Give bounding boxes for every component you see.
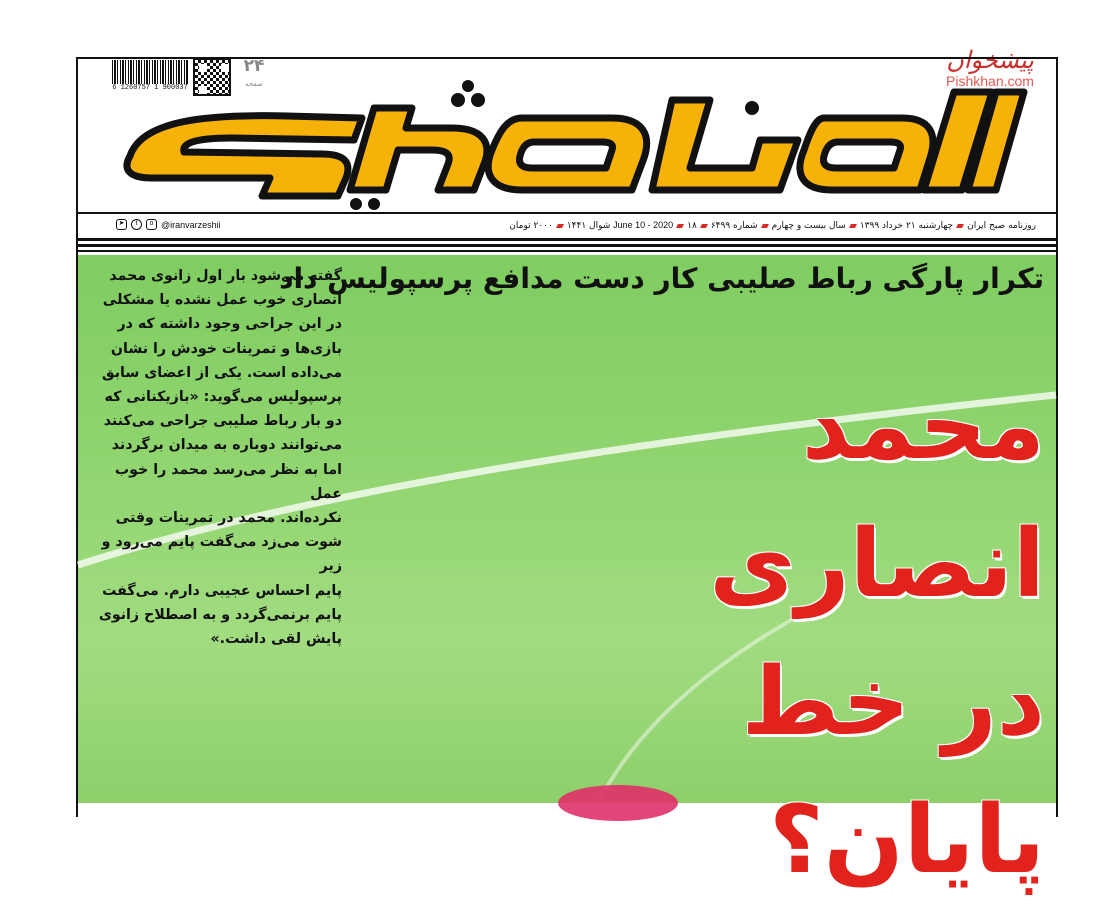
- body-line: دو بار رباط صلیبی جراحی می‌کنند: [103, 413, 342, 430]
- newspaper-logo: [112, 78, 1027, 208]
- meta-separator: [676, 224, 684, 228]
- story-headline: [485, 358, 1045, 910]
- story-body: [86, 264, 342, 651]
- body-line: پرسپولیس می‌گوید: «بازیکنانی که: [104, 389, 342, 406]
- body-line: می‌توانند دوباره به میدان برگردند: [111, 437, 342, 454]
- barcode-number: 6 1260757 1 900037: [112, 84, 188, 92]
- infobar-rule-bottom-2: [78, 244, 1056, 247]
- headline-line-1: محمد انصاری: [709, 372, 1045, 619]
- watermark-en-text: Pishkhan.com: [946, 73, 1034, 89]
- infobar-rule-bottom-1: [78, 238, 1056, 241]
- body-line: پایم احساس عجیبی دارم. می‌گفت: [102, 582, 342, 599]
- story-kicker: تکرار پارگی رباط صلیبی کار دست مدافع پرسپولیس داد: [279, 262, 1044, 295]
- body-line: نکرده‌اند. محمد در تمرینات وقتی: [115, 510, 342, 527]
- meta-item: ۱۸ شوال ۱۴۴۱: [566, 221, 697, 231]
- body-line: شوت می‌زد می‌گفت پایم می‌رود و زیر: [101, 534, 342, 575]
- masthead-rule-top: [78, 212, 1056, 214]
- headline-line-2: در خط پایان؟: [741, 648, 1045, 895]
- issue-meta: [509, 220, 1036, 231]
- body-line: پایش لقی داشت.»: [210, 631, 342, 648]
- meta-separator: [700, 224, 708, 228]
- meta-separator: [956, 224, 964, 228]
- issue-info-bar: [78, 216, 1056, 236]
- body-line: می‌داده است. یکی از اعضای سابق: [101, 364, 342, 381]
- telegram-icon: ➤: [116, 219, 127, 230]
- twitter-icon: t: [131, 219, 142, 230]
- meta-separator: [849, 224, 857, 228]
- instagram-icon: o: [146, 219, 157, 230]
- body-line: بازی‌ها و تمرینات خودش را نشان: [110, 340, 342, 357]
- body-line: اما به نظر می‌رسد محمد را خوب عمل: [114, 461, 342, 502]
- watermark-fa-text: پیشخوان: [946, 46, 1034, 74]
- body-line: پایم برنمی‌گردد و به اصطلاح زانوی: [98, 606, 342, 623]
- meta-separator: [556, 224, 564, 228]
- page-label: صفحه: [245, 80, 263, 88]
- meta-item: شماره ۶۴۹۹: [710, 221, 758, 231]
- infobar-rule-bottom-3: [78, 250, 1056, 252]
- social-links: [116, 219, 221, 230]
- meta-item: سال بیست و چهارم: [771, 221, 846, 231]
- meta-separator: [761, 224, 769, 228]
- meta-item: June 10 - 2020: [613, 220, 674, 230]
- social-handle: @iranvarzeshii: [161, 219, 221, 230]
- meta-item: چهارشنبه ۲۱ خرداد ۱۳۹۹: [859, 221, 954, 231]
- body-line: گفته می‌شود بار اول زانوی محمد: [109, 268, 342, 284]
- body-line: انصاری خوب عمل نشده یا مشکلی: [102, 292, 342, 309]
- body-line: در این جراحی وجود داشته که در: [117, 316, 342, 333]
- meta-item: روزنامه صبح ایران: [967, 221, 1036, 231]
- meta-item: ۲۰۰۰ تومان: [509, 221, 553, 231]
- page-number: ۲۴: [243, 56, 265, 76]
